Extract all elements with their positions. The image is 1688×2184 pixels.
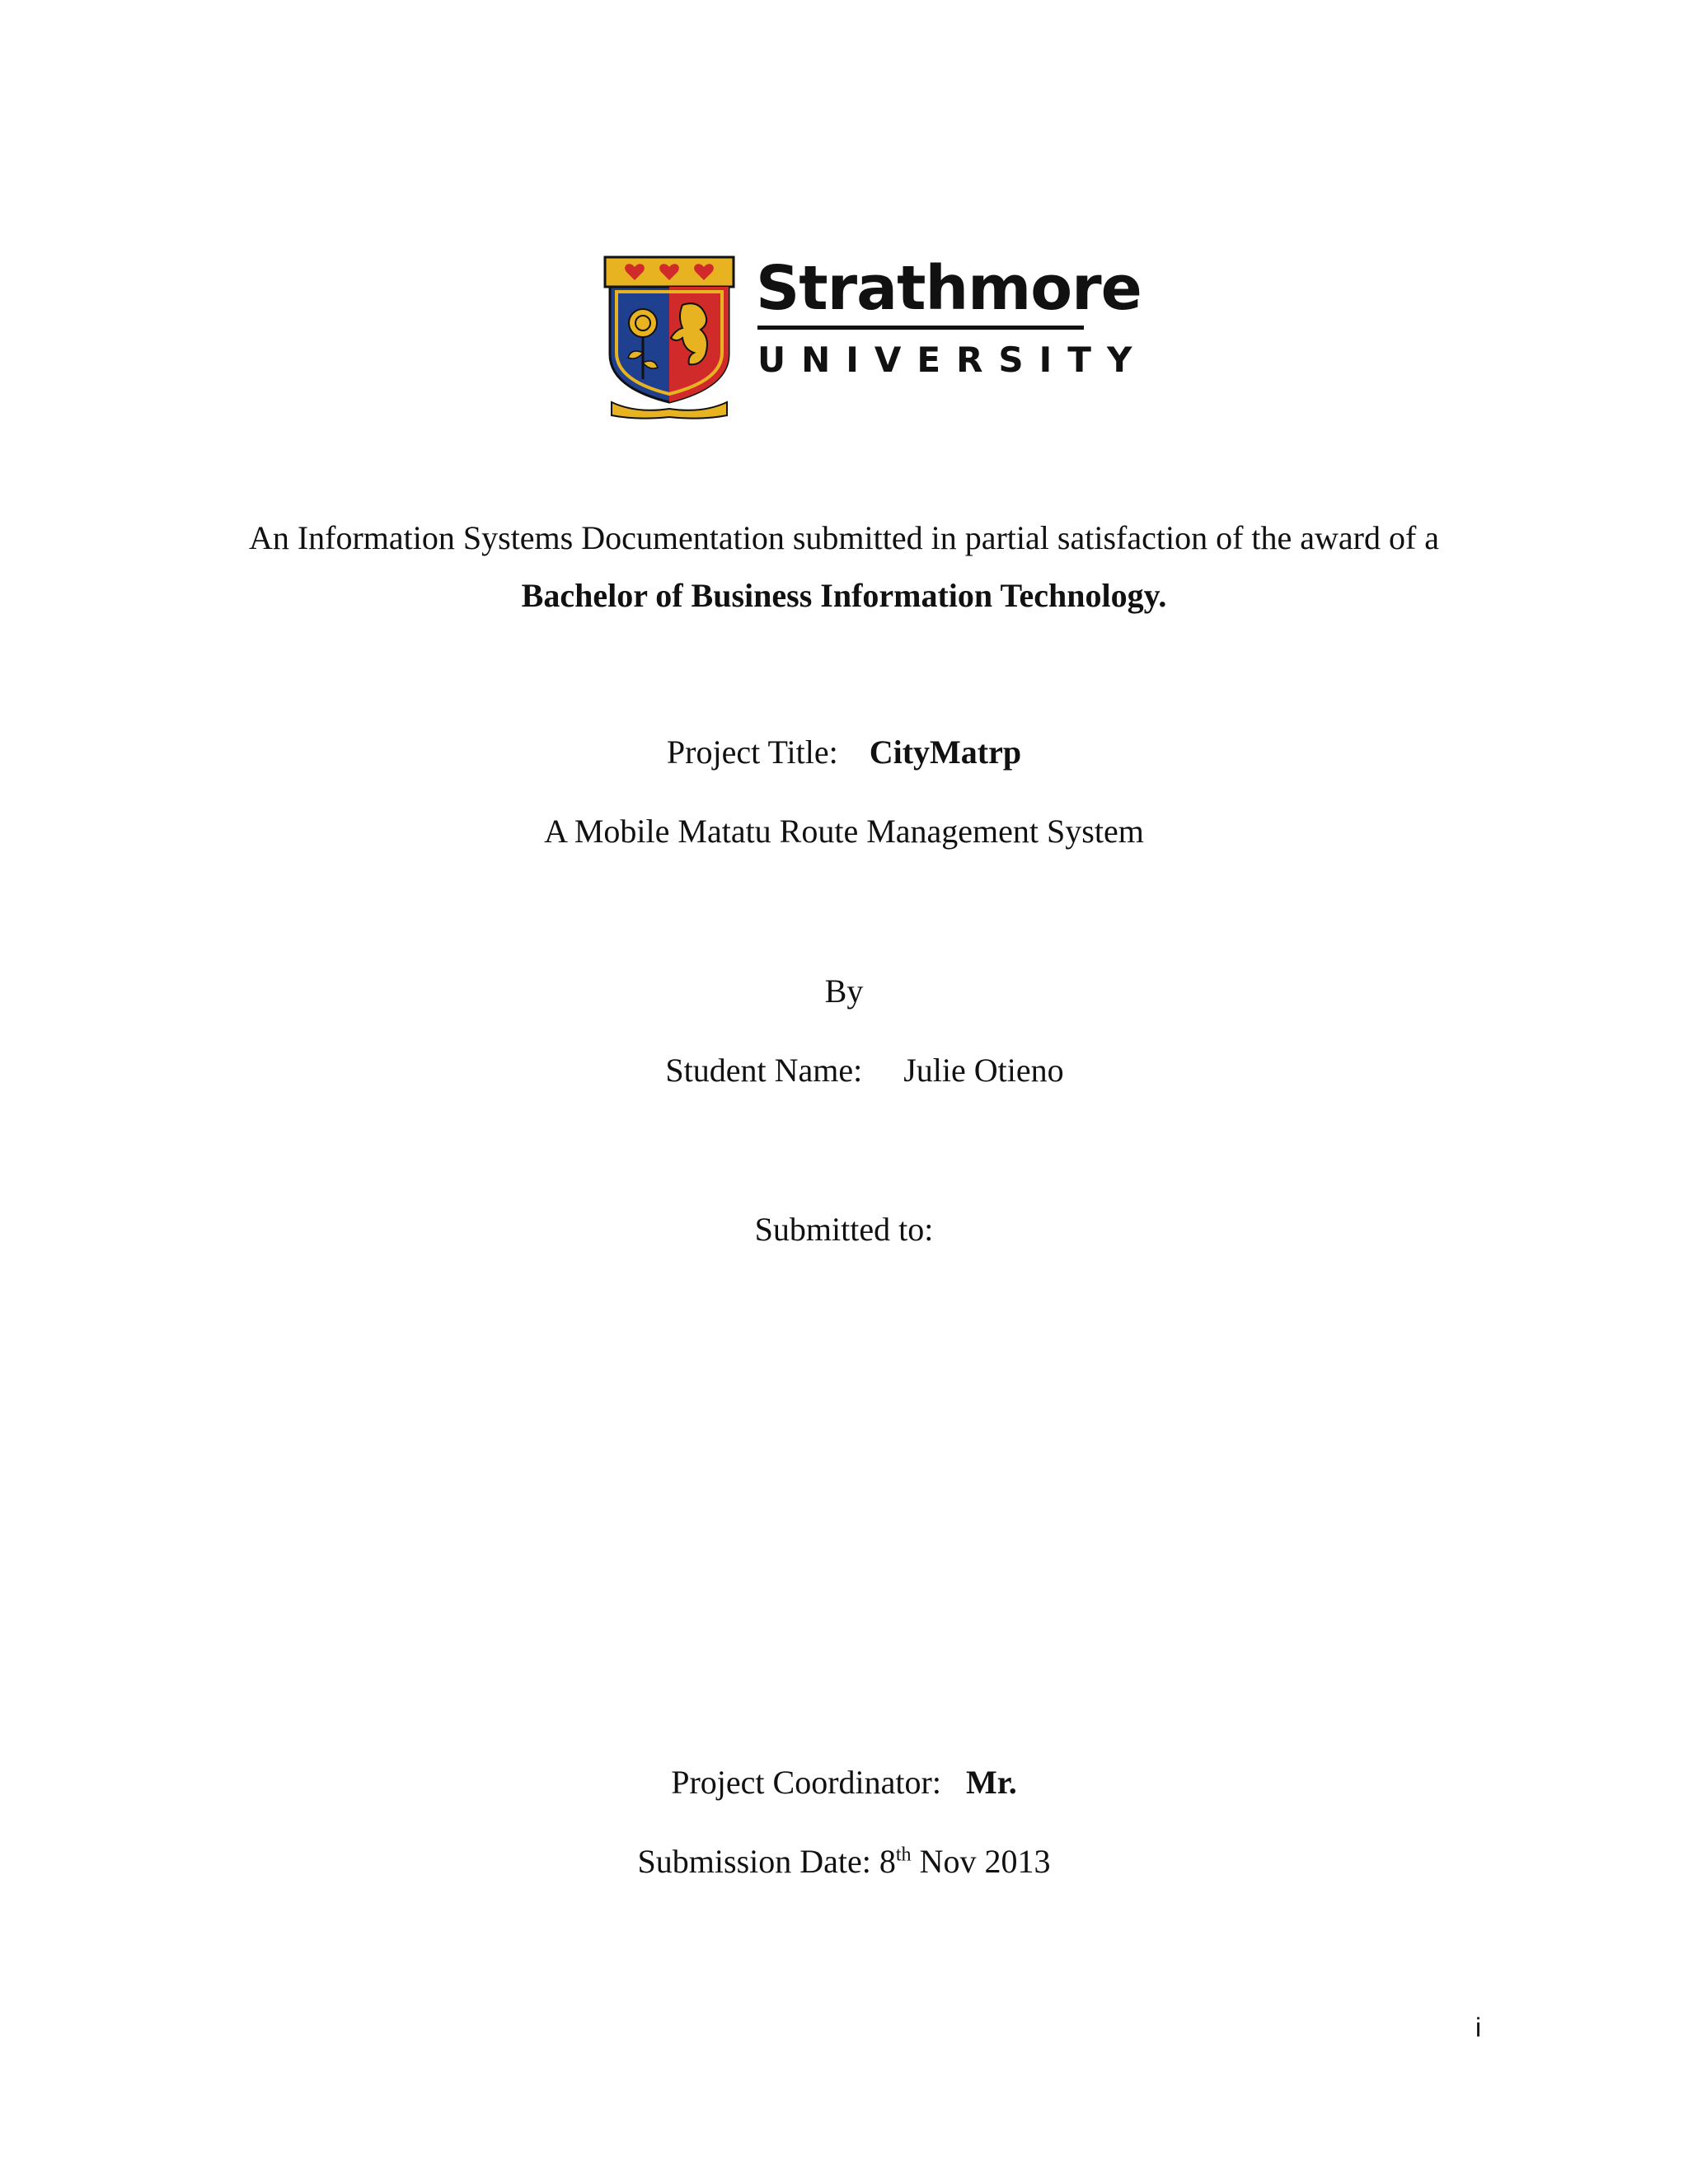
university-subtitle: UNIVERSITY	[757, 340, 1148, 380]
student-name-label: Student Name:	[665, 1052, 863, 1089]
by-label: By	[824, 972, 864, 1010]
coordinator-label: Project Coordinator:	[671, 1764, 941, 1801]
university-crest-icon	[603, 255, 735, 420]
submission-date-rest: Nov 2013	[911, 1843, 1051, 1880]
wordmark-rule	[757, 326, 1084, 330]
date-ordinal-suffix: th	[895, 1844, 912, 1866]
university-wordmark	[756, 253, 1148, 396]
submission-date-label: Submission Date: 8	[637, 1843, 896, 1880]
student-name-line	[0, 1050, 1688, 1091]
degree-title: Bachelor of Business Information Technology.	[521, 577, 1167, 614]
intro-line: An Information Systems Documentation submitted in partial satisfaction of the award of a	[248, 519, 1440, 556]
page-number: i	[1475, 2013, 1482, 2042]
university-logo	[603, 253, 1148, 420]
project-subtitle: A Mobile Matatu Route Management System	[544, 813, 1144, 850]
coordinator-value: Mr.	[965, 1764, 1017, 1801]
project-title-label: Project Title:	[666, 733, 838, 771]
project-title-line	[0, 732, 1688, 773]
project-title-value: CityMatrp	[869, 733, 1022, 771]
submitted-to-label: Submitted to:	[754, 1211, 934, 1248]
university-name: Strathmore	[756, 253, 1142, 324]
submission-date-line	[0, 1841, 1688, 1882]
coordinator-line	[0, 1762, 1688, 1803]
student-name-value: Julie Otieno	[903, 1052, 1064, 1089]
